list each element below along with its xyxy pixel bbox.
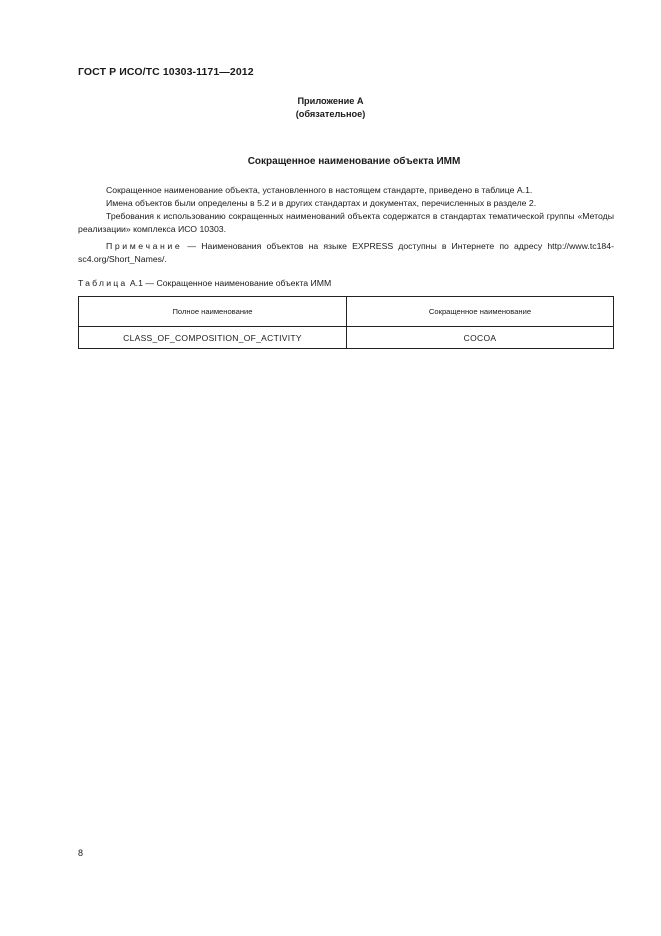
header-full-name: Полное наименование	[79, 297, 347, 327]
paragraph-2: Имена объектов были определены в 5.2 и в других стандартах и документах, перечисленных в разделе 2.	[106, 198, 537, 208]
note-text: — Наименования объектов на языке EXPRESS доступны в Интернете по адресу http://www.tc184-sc4.org/Short_Names/.	[78, 241, 614, 264]
document-header: ГОСТ Р ИСО/ТС 10303-1171—2012	[78, 66, 254, 78]
header-short-name: Сокращенное наименование	[347, 297, 614, 327]
cell-short-name: COCOA	[347, 327, 614, 349]
cell-full-name: CLASS_OF_COMPOSITION_OF_ACTIVITY	[79, 327, 347, 349]
table-row	[79, 327, 614, 349]
table-caption-label: Таблица	[78, 278, 128, 288]
note-label: Примечание	[106, 241, 183, 251]
section-title: Сокращенное наименование объекта ИММ	[247, 156, 461, 167]
note	[78, 240, 614, 266]
table-caption	[78, 278, 331, 288]
appendix-title: Приложение А	[297, 96, 364, 106]
paragraph-1: Сокращенное наименование объекта, установленного в настоящем стандарте, приведено в таблице А.1.	[106, 185, 533, 195]
paragraph-3: Требования к использованию сокращенных наименований объекта содержатся в стандартах тематической группы «Методы реализации» комплекса ИСО 10303.	[78, 211, 614, 234]
table-header-row	[79, 297, 614, 327]
appendix-status: (обязательное)	[295, 109, 366, 119]
short-names-table	[78, 296, 614, 349]
page-number: 8	[78, 848, 84, 858]
table-caption-text: А.1 — Сокращенное наименование объекта ИММ	[129, 278, 332, 288]
